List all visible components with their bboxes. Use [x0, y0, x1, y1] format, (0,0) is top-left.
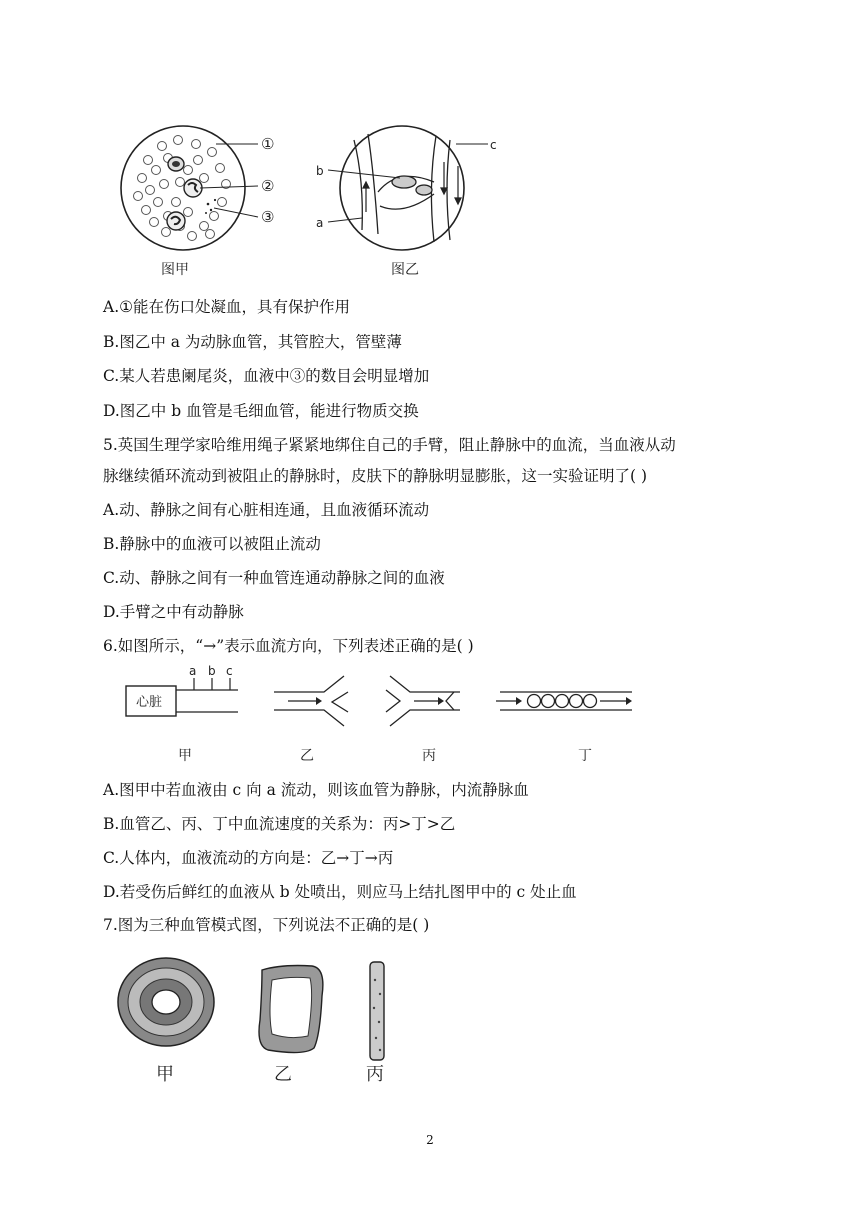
- label-a: a: [316, 216, 324, 230]
- q5-option-a: A.动、静脉之间有心脏相连通，且血液循环流动: [103, 501, 430, 519]
- q7-caption-yi: 乙: [274, 1064, 292, 1085]
- q5-option-d: D.手臂之中有动静脉: [103, 603, 244, 621]
- q6-option-a: A.图甲中若血液由 c 向 a 流动，则该血管为静脉，内流静脉血: [103, 781, 529, 799]
- q7-stem: 7.图为三种血管模式图，下列说法不正确的是( ): [103, 916, 430, 934]
- q5-option-b: B.静脉中的血液可以被阻止流动: [103, 535, 321, 553]
- q6-option-d: D.若受伤后鲜红的血液从 b 处喷出，则应马上结扎图甲中的 c 处止血: [103, 883, 577, 901]
- marker-2: ②: [261, 177, 275, 195]
- q6-caption-bing: 丙: [422, 748, 436, 764]
- q6-caption-yi: 乙: [300, 748, 314, 764]
- mark-a: a: [189, 664, 197, 678]
- q5-option-c: C.动、静脉之间有一种血管连通动静脉之间的血液: [103, 569, 445, 587]
- mark-b: b: [208, 664, 216, 678]
- q4-option-d: D.图乙中 b 血管是毛细血管，能进行物质交换: [103, 402, 419, 420]
- q5-stem-line1: 5.英国生理学家哈维用绳子紧紧地绑住自己的手臂，阻止静脉中的血流，当血液从动: [103, 436, 676, 454]
- q6-option-b: B.血管乙、丙、丁中血流速度的关系为：丙>丁>乙: [103, 815, 456, 833]
- caption-fig-yi: 图乙: [391, 262, 419, 278]
- figure-vessels: [308, 122, 504, 258]
- label-b: b: [316, 164, 324, 178]
- figure-q6-vessels: [122, 664, 652, 770]
- q4-option-b: B.图乙中 a 为动脉血管，其管腔大，管壁薄: [103, 333, 402, 351]
- marker-3: ③: [261, 208, 275, 226]
- q4-option-a: A.①能在伤口处凝血，具有保护作用: [103, 298, 351, 316]
- q7-caption-jia: 甲: [156, 1064, 174, 1085]
- page-number: 2: [426, 1133, 434, 1147]
- figure-q7-vessel-sections: [112, 950, 412, 1090]
- q6-caption-jia: 甲: [178, 748, 192, 764]
- q6-caption-ding: 丁: [578, 748, 592, 764]
- q6-option-c: C.人体内，血液流动的方向是：乙→丁→丙: [103, 849, 394, 867]
- marker-1: ①: [261, 135, 275, 153]
- heart-label: 心脏: [136, 695, 163, 710]
- q7-caption-bing: 丙: [366, 1064, 384, 1085]
- q4-option-c: C.某人若患阑尾炎，血液中③的数目会明显增加: [103, 367, 430, 385]
- caption-fig-jia: 图甲: [161, 262, 189, 278]
- figure-blood-smear: [118, 122, 298, 258]
- mark-c: c: [226, 664, 233, 678]
- label-c: c: [490, 138, 497, 152]
- q6-stem: 6.如图所示，“→”表示血流方向，下列表述正确的是( ): [103, 637, 474, 655]
- q5-stem-line2: 脉继续循环流动到被阻止的静脉时，皮肤下的静脉明显膨胀，这一实验证明了( ): [103, 467, 648, 485]
